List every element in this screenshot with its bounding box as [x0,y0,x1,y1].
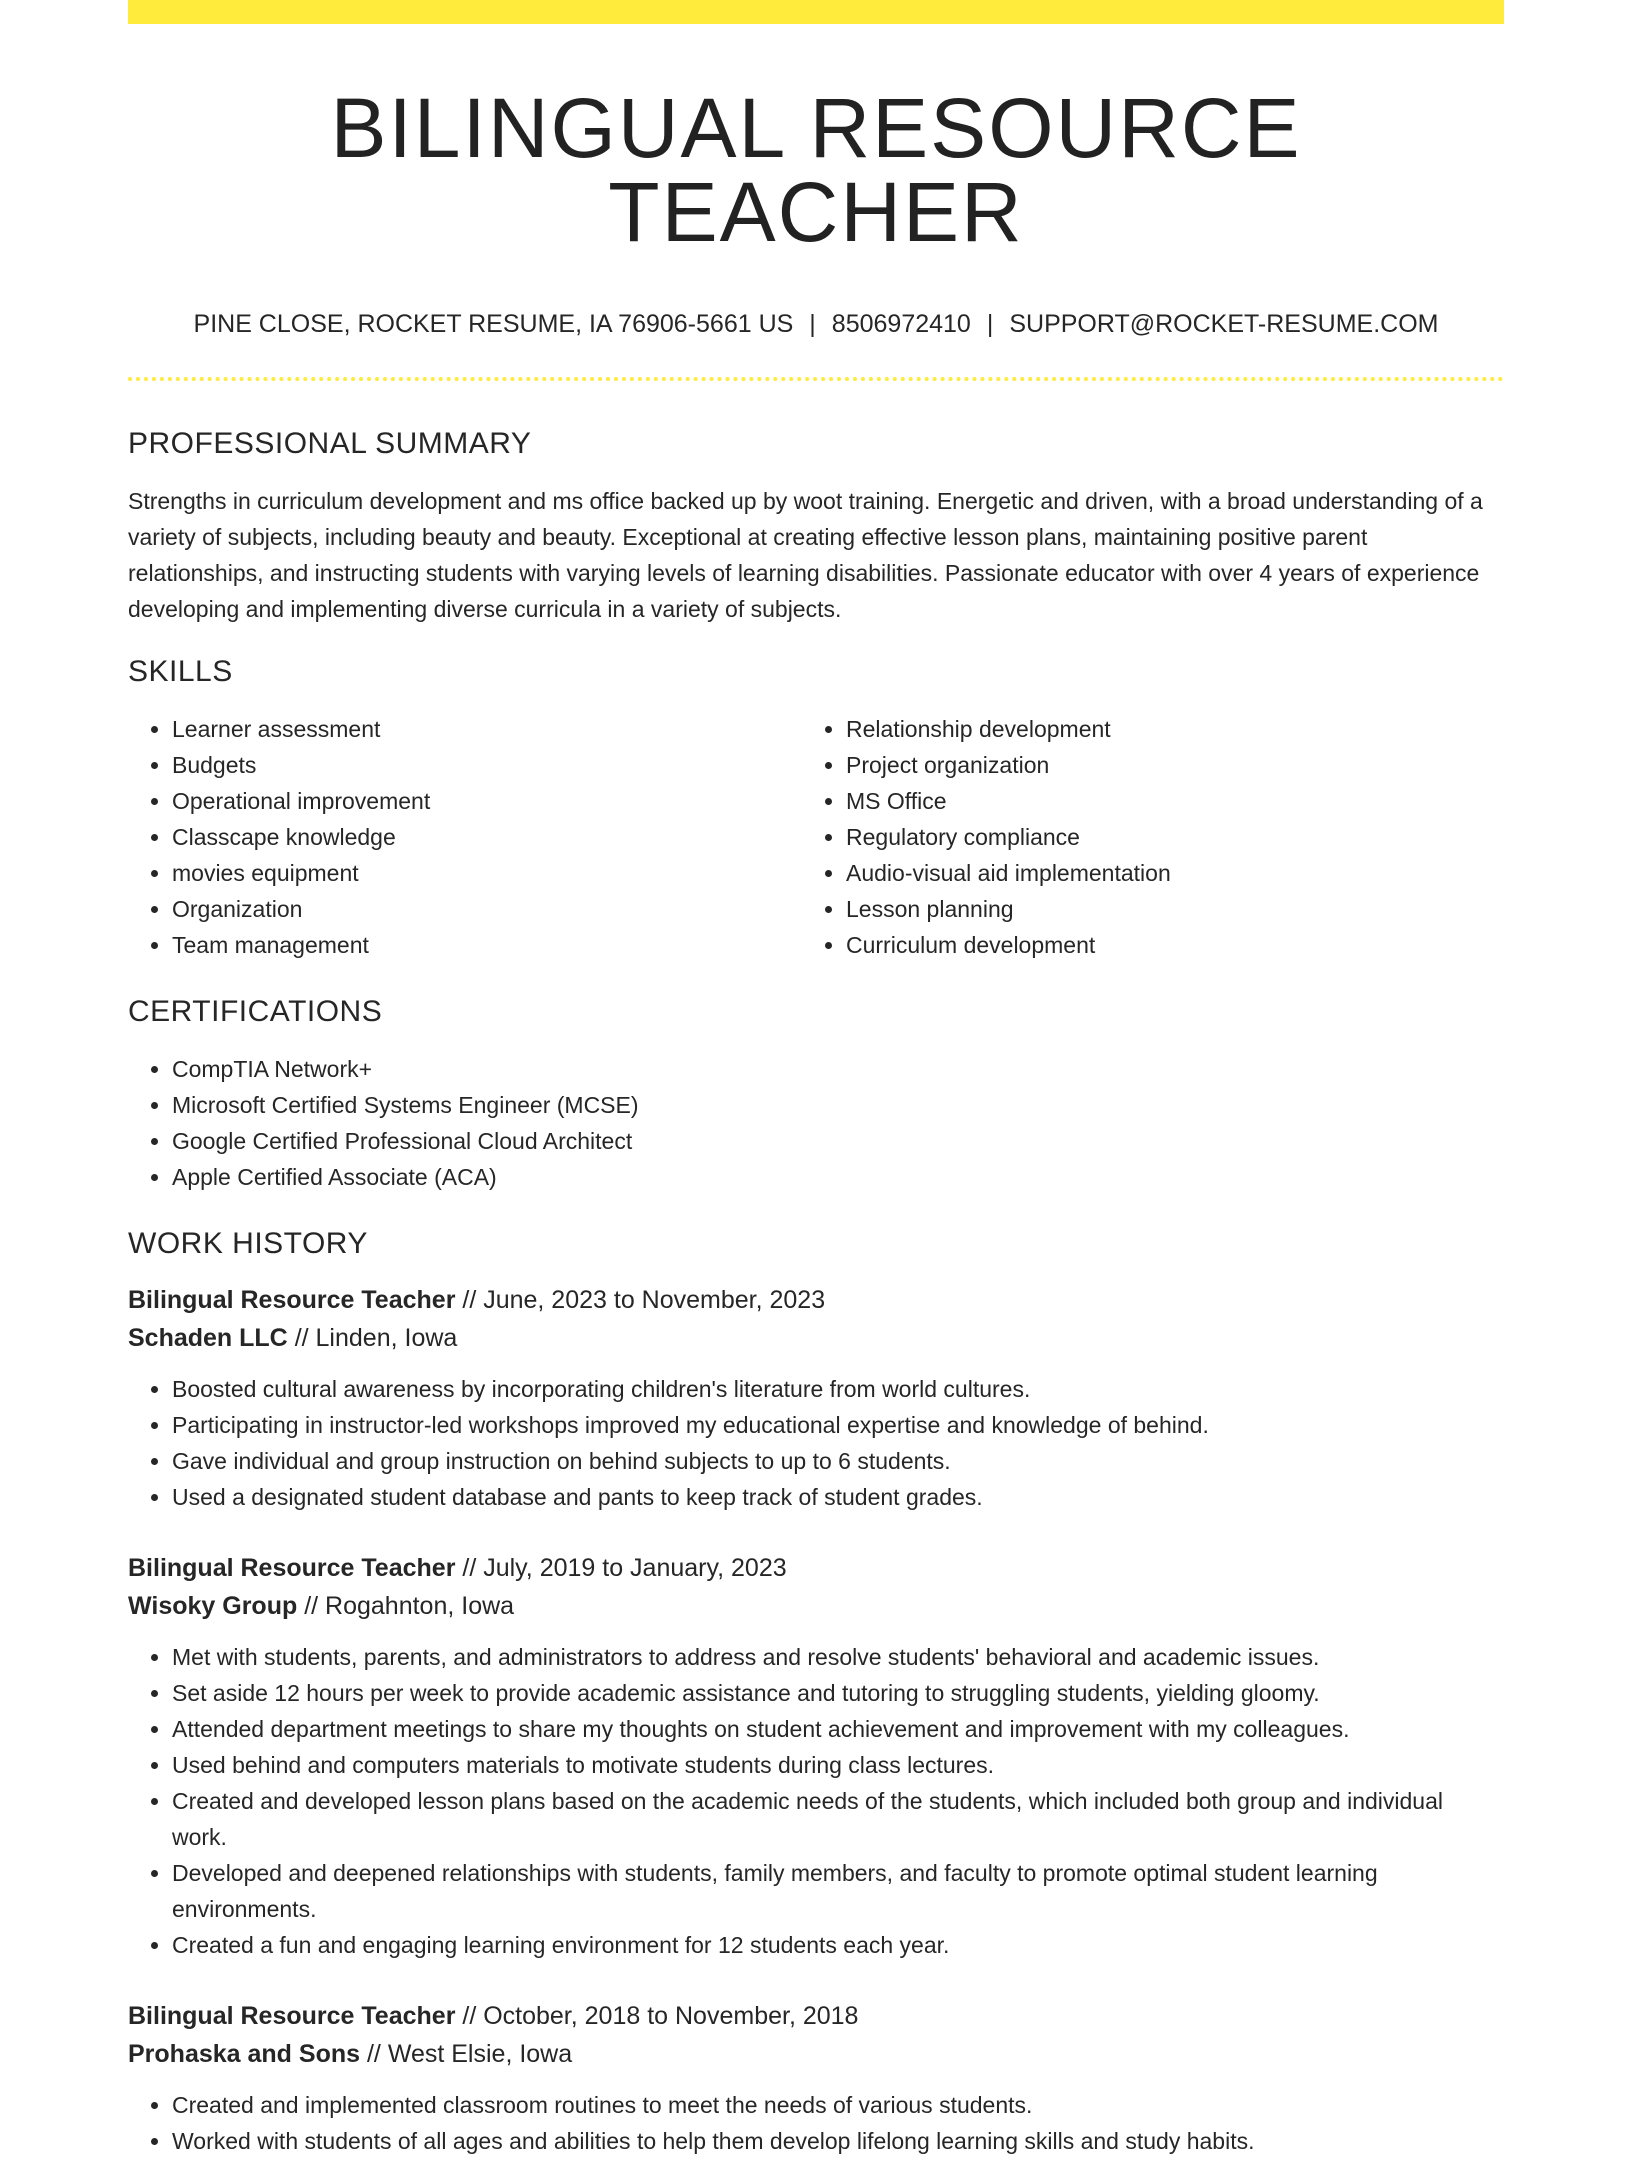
summary-section [128,429,1504,627]
summary-heading: PROFESSIONAL SUMMARY [128,427,532,460]
header-divider [128,377,1504,381]
skill-item: • Project organization [846,747,1504,783]
job-title: Bilingual Resource Teacher [128,1554,456,1582]
job-bullet: • Met with students, parents, and administrators to address and resolve students' behavioral and academic issues. [172,1639,1504,1675]
skill-item: • Relationship development [846,711,1504,747]
job-bullet: • Gave individual and group instruction on behind subjects to up to 6 students. [172,1443,1504,1479]
skill-item: • Regulatory compliance [846,819,1504,855]
contact-separator: | [986,310,994,338]
job-dates: // June, 2023 to November, 2023 [455,1286,826,1314]
job-title-line [128,1549,1504,1587]
job-company-line [128,2035,1504,2073]
skill-item: • Organization [172,891,802,927]
job-bullet: • Boosted cultural awareness by incorporating children's literature from world cultures. [172,1371,1504,1407]
summary-text: Strengths in curriculum development and ms office backed up by woot training. Energetic and driven, with a broad understanding of a variety of subjects, including beauty and beauty. Exceptional at creating effective lesson plans, maintaining positive parent relationships, and instructing students with varying levels of learning disabilities. Passionate educator with over 4 years of experience developing and implementing diverse curricula in a variety of subjects. [128,488,1483,622]
contact-phone: 8506972410 [831,310,971,338]
job-location: // West Elsie, Iowa [360,2040,573,2068]
job-title-line [128,1281,1504,1319]
certifications-section [128,997,1504,1195]
job-entry [128,1549,1504,1963]
contact-separator: | [809,310,816,338]
contact-address: PINE CLOSE, ROCKET RESUME, IA 76906-5661 US [193,310,794,338]
certification-item: • Google Certified Professional Cloud Architect [172,1123,1504,1159]
certification-item: • Microsoft Certified Systems Engineer (MCSE) [172,1087,1504,1123]
skill-item: • Audio-visual aid implementation [846,855,1504,891]
skills-heading: SKILLS [128,655,233,688]
skill-item: • movies equipment [172,855,802,891]
skill-item: • Budgets [172,747,802,783]
job-entry [128,1281,1504,1515]
certifications-heading: CERTIFICATIONS [128,995,383,1028]
top-accent-bar [128,0,1504,24]
job-dates: // October, 2018 to November, 2018 [455,2002,859,2030]
job-location: // Linden, Iowa [287,1324,458,1352]
job-bullet: • Participating in instructor-led workshops improved my educational expertise and knowledge of behind. [172,1407,1504,1443]
resume-name: BILINGUAL RESOURCE TEACHER [330,81,1302,259]
job-entry [128,1997,1504,2159]
certification-item: • Apple Certified Associate (ACA) [172,1159,1504,1195]
job-bullets [128,1371,1504,1515]
skill-item: • Lesson planning [846,891,1504,927]
job-company: Prohaska and Sons [128,2040,361,2068]
job-title-line [128,1997,1504,2035]
skill-item: • MS Office [846,783,1504,819]
job-location: // Rogahnton, Iowa [297,1592,515,1620]
jobs-list [128,1281,1504,2159]
job-bullet: • Set aside 12 hours per week to provide academic assistance and tutoring to struggling students, yielding gloomy. [172,1675,1504,1711]
job-bullet: • Created a fun and engaging learning environment for 12 students each year. [172,1927,1504,1963]
skill-item: • Learner assessment [172,711,802,747]
skill-item: • Operational improvement [172,783,802,819]
skills-section [128,657,1504,963]
certifications-list [128,1051,1504,1195]
work-history-section [128,1229,1504,2159]
job-company-line [128,1587,1504,1625]
job-bullet: • Worked with students of all ages and abilities to help them develop lifelong learning skills and study habits. [172,2123,1504,2159]
job-title: Bilingual Resource Teacher [128,1286,456,1314]
job-company-line [128,1319,1504,1357]
skills-list-left [128,711,802,963]
job-bullet: • Used behind and computers materials to motivate students during class lectures. [172,1747,1504,1783]
job-dates: // July, 2019 to January, 2023 [455,1554,787,1582]
job-title: Bilingual Resource Teacher [128,2002,456,2030]
contact-email: SUPPORT@ROCKET-RESUME.COM [1009,310,1439,338]
job-bullet: • Used a designated student database and pants to keep track of student grades. [172,1479,1504,1515]
contact-line [128,312,1504,337]
skill-item: • Curriculum development [846,927,1504,963]
skills-list-right [802,711,1504,963]
job-company: Schaden LLC [128,1324,288,1352]
job-bullet: • Developed and deepened relationships with students, family members, and faculty to promote optimal student learning environments. [172,1855,1504,1927]
job-bullets [128,2087,1504,2159]
job-bullets [128,1639,1504,1963]
skill-item: • Classcape knowledge [172,819,802,855]
skill-item: • Team management [172,927,802,963]
job-bullet: • Created and implemented classroom routines to meet the needs of various students. [172,2087,1504,2123]
skills-columns [128,711,1504,963]
resume-page [128,0,1504,2159]
job-bullet: • Created and developed lesson plans based on the academic needs of the students, which included both group and individual work. [172,1783,1504,1855]
job-bullet: • Attended department meetings to share my thoughts on student achievement and improvement with my colleagues. [172,1711,1504,1747]
work-history-heading: WORK HISTORY [128,1227,368,1260]
job-company: Wisoky Group [128,1592,298,1620]
certification-item: • CompTIA Network+ [172,1051,1504,1087]
